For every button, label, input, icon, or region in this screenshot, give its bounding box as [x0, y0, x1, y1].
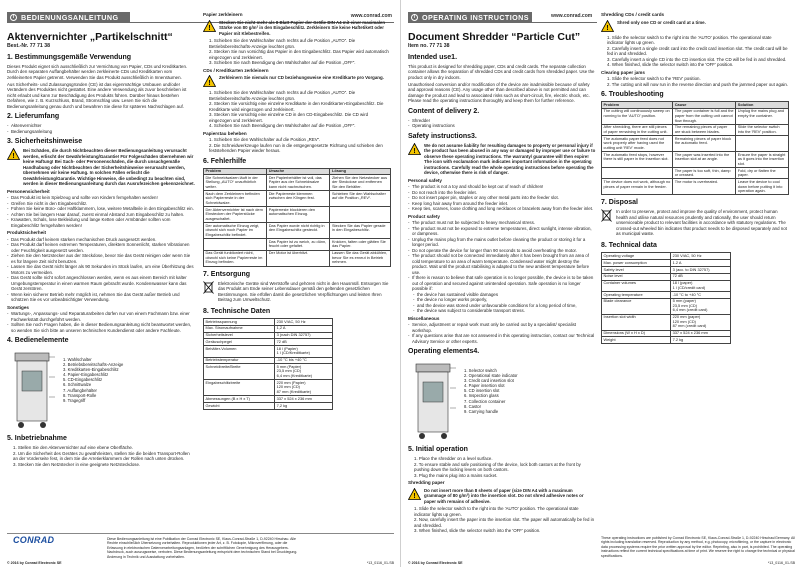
list-item: - the device was subject to considerable transport stress. — [413, 308, 596, 314]
table-header-cell: Problem — [602, 102, 673, 109]
list-item: 2. Operational state indicator — [464, 373, 518, 379]
section-title: Operating elements4. — [408, 348, 480, 355]
table-header-cell: Problem — [204, 168, 267, 175]
list-item: - The product must not be exposed to extreme temperatures, direct sunlight, intense vibration, or dampness. — [408, 226, 596, 237]
table-cell: Lassen Sie das Gerät abkühlen, bevor Sie es erneut in Betrieb nehmen. — [330, 250, 391, 266]
conrad-logo: CONRAD — [13, 535, 55, 545]
list-item: 2. Stecken Sie vorsichtig eine einzelne Kreditkarte in den Kreditkarten-Eingabeschlitz. Die Kreditkarte wird eingezogen und zerkleinert. — [209, 101, 384, 112]
table-row — [204, 223, 391, 239]
table-cell: 18 l (paper) 1 l (CD/credit card) — [671, 280, 731, 291]
table-row — [204, 357, 333, 364]
subsection-title: Miscellaneous — [408, 315, 440, 321]
table-row — [602, 330, 731, 337]
list-item: 3. Schieben Sie nach Beendigung den Wahlschalter auf die Position „OFF“. — [209, 60, 356, 65]
table-row — [204, 175, 391, 191]
list-item: 3. Carefully insert a single CD into the CD insertion slot. The CD will be fed in and shredded. — [607, 56, 787, 62]
table-cell: Sicherheitslevel — [204, 332, 275, 339]
header-url: www.conrad.com — [350, 13, 392, 19]
list-item: - Shredder — [408, 118, 596, 124]
list-item: 7. Auffangbehälter — [63, 387, 97, 393]
section-title: 4. Bedienelemente — [7, 337, 69, 344]
list-item: - Achten Sie bei langem Haar darauf, zuerst einmal Abstand zum Eingabeschlitz zu halten. — [7, 212, 195, 218]
footer-text: Diese Bedienungsanleitung ist eine Publikation der Conrad Electronic SE, Klaus-Conrad-Straße 1, D-92240 Hirschau. Alle Rechte einschließlich Übersetzung vorbehalten. Reproduktionen jeder Art, z. B. Fotokopie, Mikroverfilmung, oder die Erfassung in elektronischen Datenverarbeitungsanlagen, bedürfen der schriftlichen Genehmigung des Herausgebers. Nachdruck, auch auszugsweise, verboten. Diese Bedienungsanleitung entspricht dem technischen Stand bei Drucklegung. Änderung in Technik und Ausstattung vorbehalten. — [107, 537, 298, 559]
part-list — [464, 358, 518, 442]
svg-text:!: ! — [12, 153, 15, 160]
table-cell: Operating temperature — [602, 291, 671, 298]
table-cell — [736, 136, 789, 152]
table-cell: 7.2 kg — [671, 337, 731, 344]
list-item: 9. Tragegriff — [63, 397, 86, 403]
subsection-title: CDs / Kreditkarten zerkleinern — [203, 67, 269, 73]
table-cell: Die Schneidwalzen läuft in der Stellung „AUTO“ unaufhörlich weiter. — [204, 175, 267, 191]
list-item: 2. Now, carefully insert the paper into the insertion slot. The paper will automatically be fed in and shredded. — [414, 517, 595, 528]
table-cell: 18 l (Papier) 1 l (CD/Kreditkarte) — [275, 346, 333, 357]
disposal-note — [601, 209, 789, 238]
list-item: 4. Papier-Eingabeschlitz — [63, 372, 109, 378]
warning-box: ! Stecken Sie nicht mehr als 8 Blatt Papier der Größe DIN A4 mit einer maximalen Stärke von 80 g/m² in den Eingabeschlitz. Zerkleinern Sie keine Haftetikett oder Papier mit Klebestreifen. — [203, 20, 391, 37]
list-item: 3. When finished, slide the selector switch into the 'OFF' position. — [414, 528, 541, 533]
section-title: 6. Fehlerhilfe — [203, 157, 247, 165]
list-item: - Ziehen Sie den Netzstecker aus der Steckdose, bevor Sie das Gerät reinigen oder wenn Sie es für längere Zeit nicht benutzen. — [7, 253, 195, 264]
table-cell: Gewicht — [204, 403, 275, 410]
list-item: - Das Produkt darf keinem starken mechanischen Druck ausgesetzt werden. — [7, 237, 195, 243]
table-cell: 5 mm (Papier) 23,5 mm (CD) 6,4 mm (Kreditkarte) — [275, 364, 333, 380]
list-item: 2. Die Schneidwerkzeuge laufen nun in die entgegengesetzte Richtung und schieben den feststehenden Papier wieder heraus. — [209, 142, 383, 153]
list-item: 1. Stellen Sie den Aktenvernichter auf eine ebene Oberfläche. — [13, 445, 134, 450]
list-item: 3. Credit card insertion slot — [464, 378, 514, 384]
list-item: - Das Produkt ist kein Spielzeug und sollte von Kindern ferngehalten werden! — [7, 195, 195, 201]
table-row — [204, 207, 391, 223]
table-row — [602, 337, 731, 344]
list-item: 1. Selector switch — [464, 368, 497, 373]
table-cell: The remaining pieces of paper are stuck between blades. — [673, 124, 736, 135]
svg-text:!: ! — [208, 24, 211, 32]
header-url: www.conrad.com — [551, 13, 593, 19]
section-title: 8. Technische Daten — [203, 308, 271, 315]
list-item: 7. Collection container — [464, 398, 506, 404]
paragraph: Dieses Produkt eignet sich ausschließlich zur Vernichtung von Papier, CDs und Kreditkarten. Durch den separaten Auffangbehälter werden zerkleinerte CDs und Kreditkarten vom zerkleinerten Papier getrennt. Verwenden Sie das Produkt ausschließlich in Innenräumen. — [7, 63, 188, 80]
section-title: 6. Troubleshooting — [601, 91, 664, 98]
table-cell: Der Aktenvernichter ist nach dem Einstecken der Papierstücke ausgeschaltet. — [204, 207, 267, 223]
list-item: - Unplug the mains plug from the mains outlet before cleaning the product or storing it for a longer period. — [408, 237, 596, 248]
list-item: 1. Schieben Sie den Wahlschalter nach rechts auf die Position „AUTO“. Die Betriebsbereitschafts-Anzeige leuchtet grün. — [209, 38, 356, 49]
table-header-cell: Cause — [673, 102, 736, 109]
svg-text:!: ! — [606, 24, 609, 32]
subsection-title: Clearing paper jams — [601, 69, 645, 75]
list-item: - Wartungs-, Anpassungs- und Reparaturarbeiten dürfen nur von einem Fachmann bzw. einer Fachwerkstatt durchgeführt werden. — [7, 311, 195, 322]
list-item: 8. Castor — [464, 403, 481, 409]
technical-data-table — [203, 318, 333, 410]
subsection-title: Shredding CDs / credit cards — [601, 12, 665, 17]
table-row — [204, 239, 391, 250]
table-row — [602, 291, 731, 298]
list-item: 2. Stecken Sie nun vorsichtig das Papier in den Eingabeschlitz. Das Papier wird automatisch eingezogen und zerkleinert. — [209, 49, 389, 60]
list-item: 3. Stecken Sie vorsichtig eine einzelne CD in den CD-Eingabeschlitz. Die CD wird eingezogen und zerkleinert. — [209, 112, 369, 123]
subsection-title: Papier zerkleinern — [203, 12, 243, 17]
section-title: Safety instructions3. — [408, 132, 477, 140]
section-title: Content of delivery 2. — [408, 107, 480, 115]
list-item: - Lassen Sie das Gerät nicht länger als 90 Sekunden im Stück laufen, um eine Überhitzung des Motors zu vermeiden. — [7, 264, 195, 275]
table-row — [204, 250, 391, 266]
table-cell: Nach dem Zerkleinern befinden sich Papierreste in der Schneidwalze. — [204, 191, 267, 207]
table-header-row — [602, 102, 789, 109]
table-cell: The motor is overheated. — [673, 179, 736, 195]
table-cell — [602, 168, 673, 179]
paragraph: This product is designed for shredding paper, CDs and credit cards. The separate collection container allows the separation of shredded CDs and credit cards from shredded paper. Use the product only in dry indoors. — [408, 63, 595, 80]
list-item: - Greifen Sie nicht in den Eingabeschlitz. — [7, 201, 195, 207]
list-item: - Keep long hair away from around the feeder inlet. — [408, 201, 596, 207]
warning-triangle-icon — [203, 20, 216, 32]
table-cell: 337 x 524 x 236 mm — [671, 330, 731, 337]
table-row — [204, 380, 333, 396]
list-item: - If any questions arise that are not answered in this operating instruction, contact our Technical Advisory Service or other experts. — [408, 333, 596, 344]
table-cell: Papierreste blockieren den automatischen Einzug. — [267, 207, 330, 223]
part-list — [63, 347, 123, 431]
subsection-title: Shredding paper — [408, 480, 445, 485]
subsection-title: Product safety — [408, 213, 440, 219]
crossed-bin-icon — [601, 209, 612, 222]
table-row — [602, 168, 789, 179]
table-cell: Der automatische Einzug zeigt, obwohl sich noch Papier im Eingabeschlitz befindet. — [204, 223, 267, 239]
subsection-title: Papierstau beheben — [203, 130, 247, 136]
paragraph: Elektronische Geräte sind Wertstoffe und gehören nicht in den Hausmüll. Entsorgen Sie das Produkt am Ende seiner Lebensdauer gemäß den geltenden gesetzlichen Bestimmungen. Sie erfüllen damit die gesetzlichen Verpflichtungen und leisten Ihren Beitrag zum Umweltschutz. — [218, 280, 389, 302]
table-row — [602, 152, 789, 168]
section-title: 5. Initial operation — [408, 446, 468, 453]
warning-box: ! Zerkleinern Sie niemals nur CD beziehungsweise eine Kreditkarte pro Vorgang. — [203, 75, 391, 88]
table-cell: Die Papierreste klemmen zwischen den Klingen fest. — [267, 191, 330, 207]
list-item: - Sollten Sie noch Fragen haben, die in dieser Bedienungsanleitung nicht beantwortet werden, so wenden Sie sich bitte an unseren technischen Kundendienst oder andere Fachleute. — [7, 322, 195, 333]
table-cell: Blade clearance — [602, 298, 671, 314]
table-row — [602, 273, 731, 280]
page-english — [401, 0, 802, 567]
table-row — [204, 325, 333, 332]
section-title: Intended use1. — [408, 53, 458, 61]
table-cell: Das Papier wurde nicht richtig in den Eingabeschlitz gesteckt. — [267, 223, 330, 239]
subsection-title: Personensicherheit — [7, 188, 50, 194]
section-title: 3. Sicherheitshinweise — [7, 138, 83, 145]
table-cell: Max. Stromaufnahme — [204, 325, 275, 332]
list-item: 2. The cutting unit will now run in the reverse direction and push the jammed paper out again. — [607, 81, 789, 87]
subsection-title: Personal safety — [408, 177, 442, 183]
list-item: 2. Carefully insert a single credit card into the credit card insertion slot. The credit card will be fed in and shredded. — [607, 45, 788, 56]
list-item: 2. Betriebsbereitschafts-Anzeige — [63, 362, 124, 368]
list-item: - Service, adjustment or repair work must only be carried out by a specialist/ specialist workshop. — [408, 322, 596, 333]
list-item: - Das Produkt darf keinen extremen Temperaturen, direktem Sonnenlicht, starken Vibrationen oder Feuchtigkeit ausgesetzt werden. — [7, 242, 195, 253]
table-cell: Der Papierbehälter ist voll, das Papier aus der Schneidwalze kann nicht nachrutschen. — [267, 175, 330, 191]
table-cell — [204, 239, 267, 250]
list-item: - Aktenvernichter — [7, 123, 195, 129]
table-cell: Das Papier ist zu weich, zu dünn, feucht oder gefaltet. — [267, 239, 330, 250]
list-item: - If there is reason to believe that safe operation is no longer possible, the device is to be taken out of operation and secured against unintended operation. Safe operation is no longer possible if: — [408, 275, 596, 292]
table-cell: Dimensions (W x H x D) — [602, 330, 671, 337]
table-header-cell: Ursache — [267, 168, 330, 175]
list-item: - Operating instructions — [408, 123, 596, 129]
document-code: *13_0116_01-SB — [767, 560, 795, 565]
item-number: Item no. 77 71 38 — [408, 43, 450, 49]
list-item: 4. Schieben Sie nach Beendigung den Wahlschalter auf die Position „OFF“. — [209, 123, 356, 128]
table-cell: The paper container is full and the paper from the cutting unit cannot flow through. — [673, 108, 736, 124]
list-item: - Keep ties, scarves, loose clothing and long necklaces or bracelets away from the feeder inlet. — [408, 206, 596, 212]
table-cell: Safety level — [602, 266, 671, 273]
crossed-bin-icon — [203, 281, 214, 294]
table-cell: Insertion slot width — [602, 314, 671, 330]
list-item: - Do not insert paper pin, staples or any other metal parts into the feeder slot. — [408, 195, 596, 201]
paragraph: In order to preserve, protect and improve the quality of environment, protect human health and utilise natural resources prudently and rationally, the user should return unserviceable product to relevant facilities in accordance with statutory regulations. The crossed-out wheeled bin indicates that product needs to be disposed separately and not as municipal waste. — [616, 209, 787, 237]
list-item: 1. Schieben Sie den Wahlschalter nach rechts auf die Position „AUTO“. Die Betriebsbereitschafts-Anzeige leuchtet grün. — [209, 90, 356, 101]
warning-box: ! Shred only one CD or credit card at a time. — [601, 20, 789, 33]
table-cell: The device does not work, although no pieces of paper remain in the feeder. — [602, 179, 673, 195]
table-cell: Ensure the paper is straight as it goes into the insertion slot. — [736, 152, 789, 168]
table-cell: Leave the device to cool down before putting it into operation again. — [736, 179, 789, 195]
list-item: 1. Slide the selector switch to the right into the 'AUTO' position. The operational state indicator lights up green. — [607, 34, 772, 45]
column-left-1 — [7, 31, 195, 467]
list-item: 1. Schieben Sie den Wahlschalter auf die Position „REV“. — [209, 137, 321, 142]
table-row — [602, 124, 789, 135]
paragraph: Aus Sicherheits- und Zulassungsgründen (CE) ist das eigenmächtige Umbauen und/oder Verändern des Produktes nicht gestattet. Eine andere Verwendung als zuvor beschrieben ist nicht erlaubt und kann zur Beschädigung des Produkts führen. Darüber hinaus bestehen Gefahren, wie z. B. Kurzschluss, Brand, Stromschlag usw. Lesen Sie sich die Bedienungsanleitung genau durch und bewahren Sie diese für späteres Nachschlagen auf. — [7, 81, 187, 109]
table-cell: 1,2 A — [275, 325, 333, 332]
table-cell: Betriebsspannung — [204, 319, 275, 326]
table-cell: 337 x 524 x 236 mm — [275, 396, 333, 403]
table-cell: 3 (acc. to DIN 32757) — [671, 266, 731, 273]
table-cell: Abmessungen (B x H x T) — [204, 396, 275, 403]
list-item: 1. Slide the selector switch to the right into the 'AUTO' position. The operational state indicator lights up green. — [414, 506, 579, 517]
list-item: 1. Place the shredder on a level surface. — [414, 456, 493, 461]
list-item: - the device no longer works properly, — [413, 297, 596, 303]
table-header-cell: Lösung — [330, 168, 391, 175]
table-row — [602, 136, 789, 152]
table-row — [602, 108, 789, 124]
item-number: Best.-Nr. 77 71 38 — [7, 43, 50, 49]
table-cell: Container volumes — [602, 280, 671, 291]
table-row — [602, 260, 731, 267]
list-item: 3. Stecken Sie den Netzstecker in eine geeignete Netzsteckdose. — [13, 461, 141, 467]
table-cell: The cutting will continuously sweep on running to the 'AUTO' position. — [602, 108, 673, 124]
list-item: - Do not reach into the feeder inlet. — [408, 190, 596, 196]
list-item: 6. Schnittwalze — [63, 382, 92, 388]
table-cell: 7,2 kg — [275, 403, 333, 410]
warning-triangle-icon — [601, 20, 614, 32]
table-row — [204, 403, 333, 410]
header-band: i BEDIENUNGSANLEITUNG — [7, 12, 130, 23]
list-item: - Das Gerät sollte nicht sofort angeschlossen werden, wenn es aus einem Bereich mit kalter Umgebungstemperatur in einen warmen Raum gebracht wurde. Kondenswasser kann das Gerät zerstören. — [7, 275, 195, 292]
table-row — [602, 266, 731, 273]
table-cell: Weight — [602, 337, 671, 344]
table-cell: Das Gerät funktioniert nicht, obwohl sich keine Papierreste im Einzug befinden. — [204, 250, 267, 266]
list-item: - The product must not be subjected to heavy mechanical stress. — [408, 220, 596, 226]
list-item: 4. When finished, slide the selector switch into the 'OFF' position. — [607, 62, 734, 67]
column-right-2 — [601, 12, 789, 344]
table-cell: Betriebstemperatur — [204, 357, 275, 364]
warning-triangle-icon — [408, 488, 421, 500]
table-cell: -10 °C to +40 °C — [671, 291, 731, 298]
troubleshooting-table — [203, 168, 391, 267]
table-cell: 3 (nach DIN 32757) — [275, 332, 333, 339]
table-cell: Noise level — [602, 273, 671, 280]
table-row — [204, 364, 333, 380]
list-item: - the device has sustained visible damages — [413, 292, 596, 298]
table-cell: Stecken Sie das Papier gerade in den Eingabeschlitz. — [330, 223, 391, 239]
section-title: 1. Bestimmungsgemäße Verwendung — [7, 53, 132, 61]
paragraph: Unauthorised conversion and/or modification of the device are inadmissible because of safety and approval reasons (CE). Any usage other than described above is not permitted and can damage the product and lead to associated risks such as short-circuit, fire, electric shock, etc. Please read the operating instructions thoroughly and keep them for further reference. — [408, 81, 590, 103]
list-item: 2. To ensure stable and safe positioning of the device, lock both castors at the front by pushing down the locking levers on both castors. — [414, 461, 581, 472]
subsection-title: Produktsicherheit — [7, 230, 47, 235]
info-icon: i — [10, 14, 17, 21]
section-title: 8. Technical data — [601, 242, 657, 250]
troubleshooting-table — [601, 101, 789, 195]
table-cell: Ziehen Sie den Netzstecker aus der Steckdose und entfernen Sie den Behälter. — [330, 175, 391, 191]
list-item: 1. Slide the selector switch to the 'REV' position. — [607, 76, 701, 81]
column-left-2 — [203, 12, 391, 410]
svg-text:!: ! — [413, 147, 416, 155]
table-header-row — [204, 168, 391, 175]
table-row — [204, 396, 333, 403]
footer — [408, 533, 795, 565]
list-item: 9. Carrying handle — [464, 408, 499, 414]
list-item: - The product should not be connected immediately after it has been brought from an area of cold temperature to an area of warm temperature. Condensed water might destroy the product. Wait until the product stabilising is adapted to the new ambient temperature before use. — [408, 253, 596, 275]
info-icon: i — [411, 14, 418, 21]
warning-triangle-icon — [7, 148, 20, 160]
table-cell: Knicken, falten oder glätten Sie das Papier. — [330, 239, 391, 250]
section-title: 5. Inbetriebnahme — [7, 435, 67, 442]
table-cell: Max. power consumption — [602, 260, 671, 267]
table-row — [204, 319, 333, 326]
table-cell: After shredding, there are still pieces of paper remaining in the cutting unit. — [602, 124, 673, 135]
table-row — [204, 339, 333, 346]
list-item: 3. Kreditkarten-Eingabeschlitz — [63, 367, 119, 373]
table-cell: The paper is too soft, thin, damp or creased. — [673, 168, 736, 179]
list-item: 5. CD insertion slot — [464, 388, 500, 394]
table-row — [204, 346, 333, 357]
list-item: - Bedienungsanleitung — [7, 129, 195, 135]
subsection-title: Sonstiges — [7, 304, 29, 310]
document-code: *13_0116_01-SB — [366, 560, 394, 565]
table-row — [602, 298, 731, 314]
technical-data-table — [601, 252, 731, 344]
table-row — [602, 280, 731, 291]
copyright: © 2016 by Conrad Electronic SE — [7, 560, 62, 565]
list-item: - Führen Sie keine Büro- oder Haftklammern, lose, weitere Metallteile in den Eingabeschlitz ein. — [7, 206, 195, 212]
table-row — [204, 191, 391, 207]
table-row — [602, 314, 731, 330]
list-item: 8. Transport-Rolle — [63, 392, 97, 398]
column-right-1 — [408, 31, 596, 534]
svg-text:!: ! — [208, 80, 211, 87]
table-cell: 220 mm (paper) 120 mm (CD) 87 mm (credit card) — [671, 314, 731, 330]
table-cell: Operating voltage — [602, 253, 671, 260]
warning-triangle-icon — [203, 75, 216, 87]
shredder-illustration — [7, 347, 57, 431]
list-item: 4. Paper insertion slot — [464, 383, 505, 389]
list-item: 3. Plug the mains plug into a mains socket. — [414, 472, 498, 478]
table-cell — [330, 207, 391, 223]
svg-text:!: ! — [413, 492, 416, 500]
warning-triangle-icon — [408, 143, 421, 155]
list-item: 2. Um die Sicherheit des Gerätes zu gewährleisten, stellen Sie die beiden Transport-Rollen an der Vorderseite fest, in dem Sie die Arretierklammern der Rollen nach unten drücken. — [13, 450, 190, 461]
header-band: i OPERATING INSTRUCTIONS — [408, 12, 532, 23]
warning-box: ! We do not assume liability for resulting damages to property or personal injury if the product has been abused in any way or damaged by improper use or failure to observe these operating instructions. The warranty/ guarantee will then expire! The icon with exclamation mark indicates important information in the operating instructions. Carefully read the whole operating instructions before operating the device, otherwise there is risk of danger. — [408, 143, 596, 176]
table-cell: Fold, dry or flatten the paper. — [736, 168, 789, 179]
product-diagram — [7, 347, 195, 431]
page-title: Aktenvernichter „Partikelschnitt“ — [7, 31, 173, 43]
footer — [7, 533, 394, 565]
table-cell: 220 mm (Papier) 120 mm (CD) 87 mm (Kreditkarte) — [275, 380, 333, 396]
table-cell: 72 dB — [671, 273, 731, 280]
shredder-illustration — [408, 358, 458, 442]
table-cell: 72 dB — [275, 339, 333, 346]
table-cell: Behälter-Volumen — [204, 346, 275, 357]
table-cell: -10 °C bis +40 °C — [275, 357, 333, 364]
table-row — [602, 179, 789, 195]
table-cell: 230 V/AC, 50 Hz — [275, 319, 333, 326]
section-title: 2. Lieferumfang — [7, 113, 60, 120]
table-row — [602, 253, 731, 260]
table-cell: Slide the selector switch into the 'REV' position. — [736, 124, 789, 135]
table-cell: Geräuschpegel — [204, 339, 275, 346]
list-item: - Do not operate the device for longer than 90 seconds to avoid overheating the motor. — [408, 248, 596, 254]
list-item: - Krawatten, Schals, lose Bekleidung und lange Ketten oder Armbänder sollten vom Eingabeschlitz ferngehalten werden! — [7, 217, 195, 228]
list-item: 5. CD-Eingabeschlitz — [63, 377, 103, 383]
table-cell: Schieben Sie den Wahlschalter auf die Position „REV“. — [330, 191, 391, 207]
table-cell: The paper was inserted into the insertion slot at an angle. — [673, 152, 736, 168]
table-cell: 230 V/AC, 50 Hz — [671, 253, 731, 260]
header-rule — [532, 22, 597, 23]
list-item: 6. Inspection glass — [464, 393, 499, 399]
list-item: 1. Wahlschalter — [63, 357, 92, 362]
footer-text: These operating instructions are published by Conrad Electronic SE, Klaus-Conrad-Straße 1, D-92240 Hirschau/Germany. All rights including translation reserved. Reproduction by any method, e.g. photocopy, microfilming, or the capture in electronic data processing systems require the prior written approval by the editor. Reprinting, also in part, is prohibited. The operating instructions reflect the current technical specifications at time of print. We reserve the right to change the technical or physical specifications. — [601, 536, 795, 558]
page-title: Document Shredder “Particle Cut” — [408, 31, 581, 43]
list-item: - and the device was stored under unfavourable conditions for a long period of time, — [413, 303, 596, 309]
warning-box: ! Bei Schäden, die durch Nichtbeachten dieser Bedienungsanleitung verursacht werden, erlischt der Gewährleistung/Garantie! Für Folgeschäden übernehmen wir keine Haftung! Bei Sach- oder Personenschäden, die durch unsachgemäße Handhabung oder Nichtbeachten der Sicherheitshinweise verursacht werden, übernehmen wir keine Haftung. In solchen Fällen erlischt die Gewährleistung/Garantie. Wichtige Hinweise, die unbedingt zu beachten sind, werden in dieser Bedienungsanleitung durch das Ausrufezeichen gekennzeichnet. — [7, 148, 195, 187]
section-title: 7. Disposal — [601, 199, 638, 207]
table-cell: 1.2 A — [671, 260, 731, 267]
table-cell: The automatic feed stops, however there is still paper in the insertion slot. — [602, 152, 673, 168]
table-row — [204, 332, 333, 339]
table-cell: Schneidbreite/Breite — [204, 364, 275, 380]
list-item: - Wenn kein sicherer Betrieb mehr möglich ist, nehmen Sie das Gerät außer Betrieb und schützen Sie es vor unbeabsichtigter Verwendung. — [7, 292, 195, 303]
disposal-note — [203, 281, 391, 305]
table-cell: Remaining pieces of paper block the automatic feed. — [673, 136, 736, 152]
table-cell: Unplug the mains plug and empty the container. — [736, 108, 789, 124]
table-cell: Der Motor ist überhitzt. — [267, 250, 330, 266]
table-cell: Eingabeschlitzbreite — [204, 380, 275, 396]
table-header-cell: Solution — [736, 102, 789, 109]
copyright: © 2016 by Conrad Electronic SE — [408, 560, 463, 565]
warning-box: ! Do not insert more than 8 sheets of paper (size DIN A4 with a maximum grammage of 80 g/m²) into the insertion slot. Do not shred adhesive notes or paper with remains of adhesive. — [408, 488, 596, 505]
list-item: - The product is not a toy and should be kept out of reach of children! — [408, 184, 596, 190]
product-diagram — [408, 358, 596, 442]
table-cell: 5 mm (paper) 23,5 mm (CD) 6,4 mm (credit card) — [671, 298, 731, 314]
section-title: 7. Entsorgung — [203, 270, 251, 278]
table-cell: The automatic paper feed does not work properly after having used the cutting unit 'REV' mode. — [602, 136, 673, 152]
